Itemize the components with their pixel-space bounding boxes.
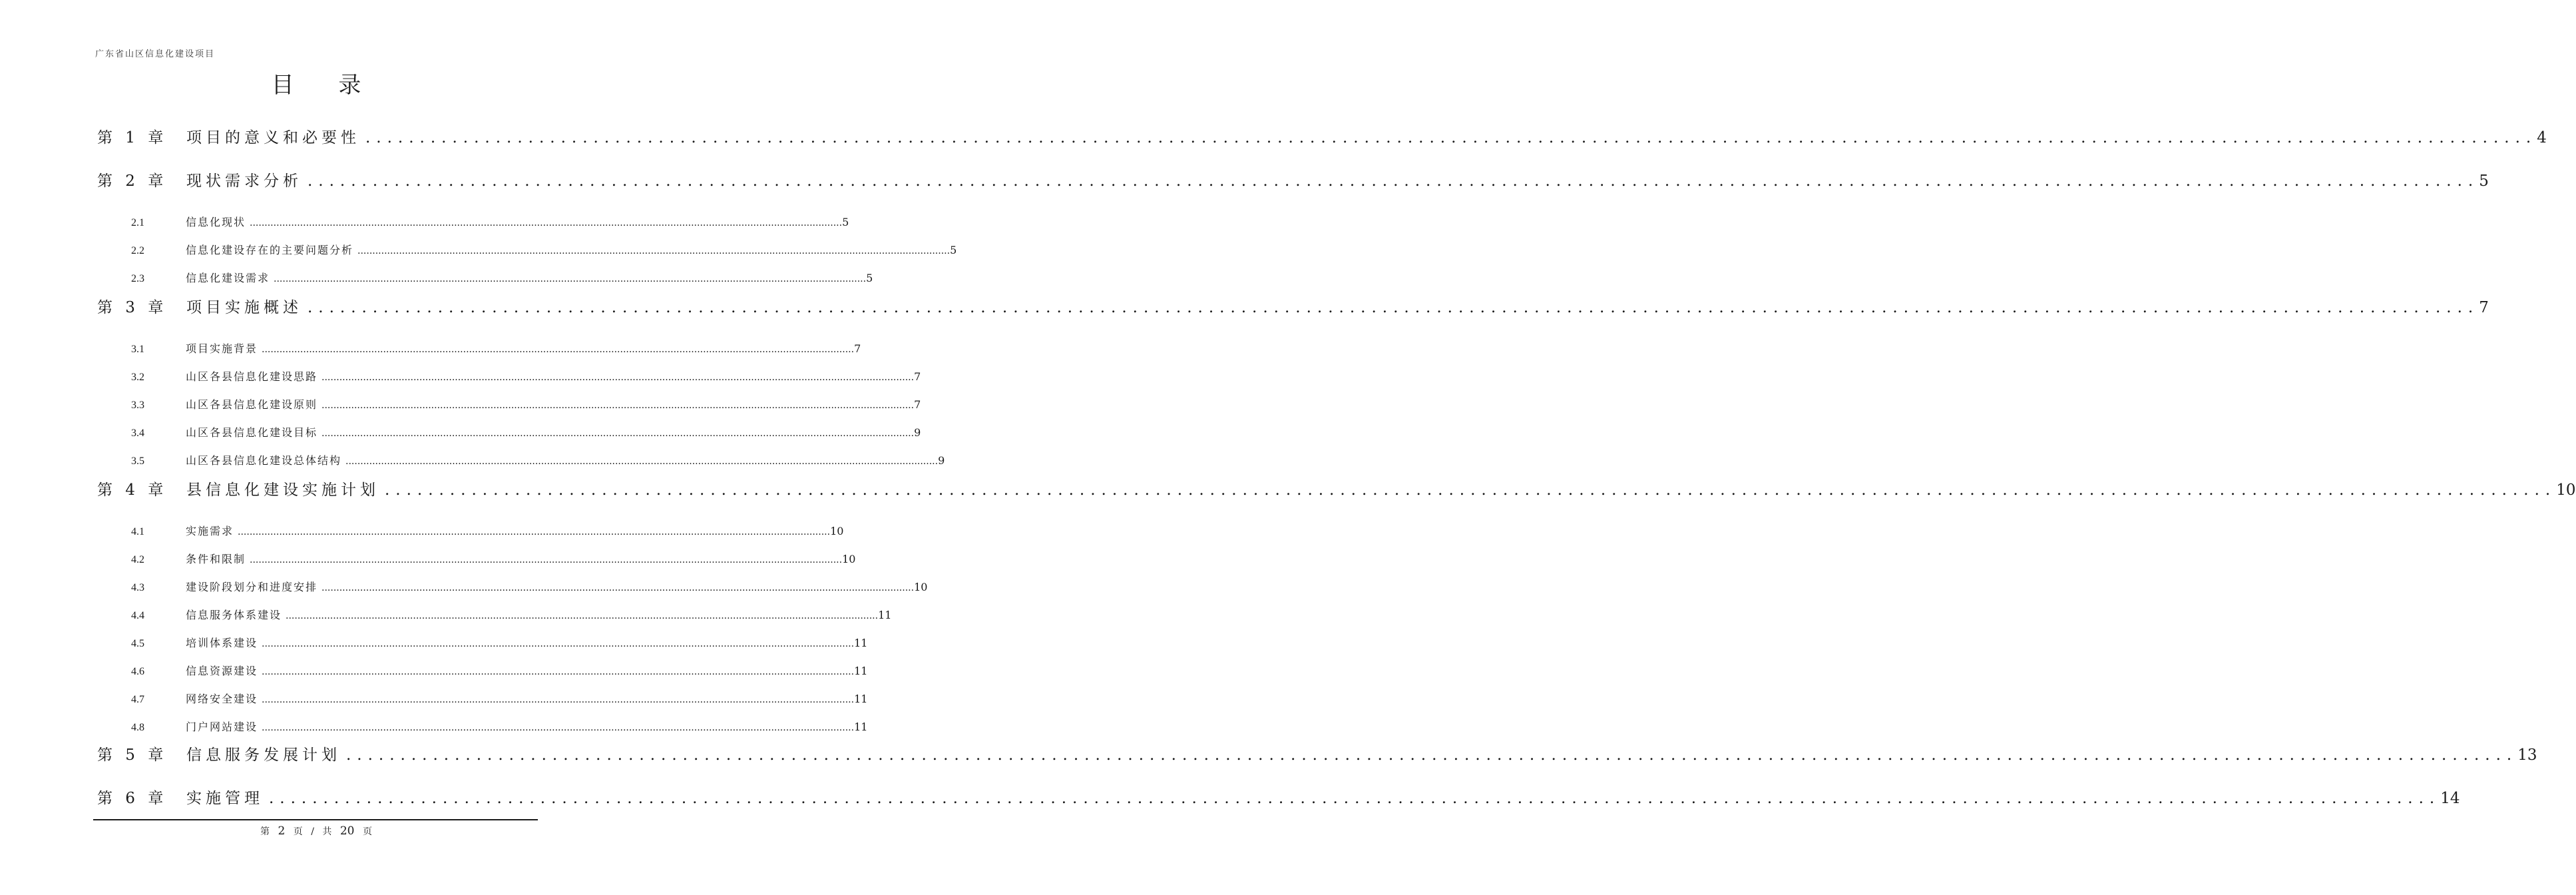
toc-entry-title: 条件和限制	[186, 553, 246, 565]
toc-entry-number: 3.2	[131, 372, 144, 383]
footer-total-prefix: 共	[322, 826, 332, 837]
toc-entry-number: 4.3	[131, 582, 144, 593]
toc-entry-title: 实施需求	[186, 525, 234, 537]
toc-chapter-entry[interactable]	[97, 743, 2537, 764]
toc-entry-number: 4.5	[131, 638, 144, 649]
toc-section-entry[interactable]	[131, 663, 868, 678]
toc-entry-number: 第 5 章	[97, 746, 168, 764]
page-footer	[0, 824, 632, 838]
toc-section-entry[interactable]	[131, 579, 928, 594]
toc-dot-leader: ........................................................................................................................................................................................................	[250, 555, 843, 565]
toc-entry-page-number: 10	[914, 581, 928, 593]
toc-section-entry[interactable]	[131, 635, 868, 650]
toc-entry-page-number: 10	[842, 553, 856, 565]
toc-dot-leader: ........................................................................................................................................................................................................	[322, 428, 915, 439]
toc-entry-number: 2.2	[131, 245, 144, 256]
toc-entry-page-number: 7	[854, 342, 861, 355]
toc-entry-title: 实施管理	[186, 790, 264, 807]
toc-entry-number: 2.1	[131, 217, 144, 228]
footer-prefix: 第	[260, 826, 270, 837]
toc-entry-number: 第 3 章	[97, 299, 168, 316]
toc-chapter-entry[interactable]	[97, 477, 2576, 499]
toc-dot-leader: ........................................................................................................................................................................................................	[262, 667, 855, 677]
toc-section-entry[interactable]	[131, 719, 868, 734]
toc-entry-title: 信息服务发展计划	[186, 746, 341, 764]
toc-section-entry[interactable]	[131, 242, 957, 257]
toc-dot-leader: ........................................................................................................................................................................................................	[365, 129, 2537, 147]
toc-chapter-entry[interactable]	[97, 168, 2489, 190]
footer-suffix: 页	[362, 826, 372, 837]
toc-entry-number: 4.4	[131, 610, 144, 621]
toc-section-entry[interactable]	[131, 691, 868, 706]
toc-section-entry[interactable]	[131, 340, 861, 356]
toc-section-entry[interactable]	[131, 270, 873, 285]
toc-entry-title: 山区各县信息化建设目标	[186, 426, 318, 439]
toc-entry-title: 培训体系建设	[186, 637, 258, 649]
toc-entry-page-number: 11	[854, 721, 868, 733]
toc-dot-leader: ........................................................................................................................................................................................................	[322, 400, 915, 411]
toc-dot-leader: ........................................................................................................................................................................................................	[346, 746, 2518, 764]
page-title: 目 录	[271, 72, 380, 99]
toc-entry-title: 网络安全建设	[186, 693, 258, 705]
toc-entry-number: 3.5	[131, 455, 144, 467]
toc-chapter-entry[interactable]	[97, 295, 2489, 317]
toc-entry-page-number: 5	[842, 216, 849, 228]
toc-entry-title: 门户网站建设	[186, 721, 258, 733]
toc-entry-number: 3.3	[131, 400, 144, 411]
toc-entry-page-number: 5	[866, 272, 873, 284]
toc-entry-page-number: 9	[914, 426, 921, 439]
toc-entry-title: 信息化建设需求	[186, 272, 270, 284]
toc-entry-title: 现状需求分析	[186, 172, 302, 190]
toc-entry-number: 第 4 章	[97, 481, 168, 499]
toc-entry-title: 山区各县信息化建设原则	[186, 398, 318, 411]
toc-entry-page-number: 10	[2556, 481, 2576, 499]
toc-entry-title: 信息化现状	[186, 216, 246, 228]
toc-entry-title: 项目的意义和必要性	[186, 129, 360, 147]
toc-entry-page-number: 7	[914, 398, 921, 411]
toc-entry-title: 山区各县信息化建设思路	[186, 370, 318, 383]
toc-entry-page-number: 4	[2537, 129, 2547, 147]
toc-dot-leader: ........................................................................................................................................................................................................	[238, 527, 831, 537]
toc-dot-leader: ........................................................................................................................................................................................................	[262, 695, 855, 705]
toc-dot-leader: ........................................................................................................................................................................................................	[345, 456, 939, 467]
toc-dot-leader: ........................................................................................................................................................................................................	[269, 790, 2441, 807]
toc-entry-number: 4.2	[131, 554, 144, 565]
toc-section-entry[interactable]	[131, 396, 921, 412]
toc-entry-page-number: 11	[854, 665, 868, 677]
toc-entry-page-number: 11	[854, 693, 868, 705]
footer-current-page: 2	[278, 824, 286, 838]
toc-entry-number: 第 2 章	[97, 172, 168, 190]
toc-section-entry[interactable]	[131, 452, 945, 467]
toc-entry-number: 4.7	[131, 694, 144, 705]
toc-entry-page-number: 5	[2479, 172, 2489, 190]
toc-entry-title: 县信息化建设实施计划	[186, 481, 379, 499]
toc-chapter-entry[interactable]	[97, 786, 2460, 808]
toc-entry-title: 项目实施背景	[186, 342, 258, 355]
toc-entry-title: 建设阶段划分和进度安排	[186, 581, 318, 593]
toc-entry-number: 第 1 章	[97, 129, 168, 147]
toc-section-entry[interactable]	[131, 368, 921, 384]
toc-entry-number: 4.8	[131, 722, 144, 733]
toc-entry-page-number: 11	[854, 637, 868, 649]
toc-entry-page-number: 7	[914, 370, 921, 383]
toc-entry-title: 信息化建设存在的主要问题分析	[186, 244, 354, 256]
toc-entry-title: 山区各县信息化建设总体结构	[186, 454, 342, 467]
toc-dot-leader: ........................................................................................................................................................................................................	[322, 583, 915, 593]
footer-total-pages: 20	[339, 824, 355, 838]
toc-entry-number: 4.6	[131, 666, 144, 677]
toc-entry-number: 3.4	[131, 428, 144, 439]
toc-entry-number: 4.1	[131, 526, 144, 537]
toc-entry-page-number: 10	[830, 525, 844, 537]
toc-dot-leader: ........................................................................................................................................................................................................	[385, 481, 2557, 499]
toc-entry-page-number: 5	[950, 244, 957, 256]
toc-dot-leader: ........................................................................................................................................................................................................	[274, 274, 867, 284]
toc-entry-title: 信息资源建设	[186, 665, 258, 677]
toc-dot-leader: ........................................................................................................................................................................................................	[308, 299, 2479, 316]
footer-divider	[93, 819, 538, 820]
toc-entry-number: 2.3	[131, 273, 144, 284]
toc-entry-number: 第 6 章	[97, 790, 168, 807]
toc-dot-leader: ........................................................................................................................................................................................................	[286, 611, 879, 621]
footer-separator: /	[311, 826, 314, 837]
toc-entry-page-number: 9	[938, 454, 945, 467]
toc-entry-title: 项目实施概述	[186, 299, 302, 316]
toc-entry-page-number: 11	[878, 609, 892, 621]
toc-dot-leader: ........................................................................................................................................................................................................	[262, 639, 855, 649]
toc-dot-leader: ........................................................................................................................................................................................................	[262, 344, 855, 355]
toc-dot-leader: ........................................................................................................................................................................................................	[322, 372, 915, 383]
toc-dot-leader: ........................................................................................................................................................................................................	[262, 723, 855, 733]
toc-entry-title: 信息服务体系建设	[186, 609, 282, 621]
toc-section-entry[interactable]	[131, 551, 856, 566]
toc-entry-number: 3.1	[131, 344, 144, 355]
running-header: 广东省山区信息化建设项目	[95, 49, 216, 59]
toc-dot-leader: ........................................................................................................................................................................................................	[357, 246, 951, 256]
toc-section-entry[interactable]	[131, 424, 921, 440]
toc-section-entry[interactable]	[131, 607, 892, 622]
toc-section-entry[interactable]	[131, 214, 849, 229]
toc-dot-leader: ........................................................................................................................................................................................................	[308, 172, 2479, 190]
toc-entry-page-number: 14	[2440, 790, 2460, 807]
toc-section-entry[interactable]	[131, 523, 844, 538]
toc-chapter-entry[interactable]	[97, 125, 2547, 147]
toc-entry-page-number: 13	[2517, 746, 2537, 764]
toc-entry-page-number: 7	[2479, 299, 2489, 316]
toc-dot-leader: ........................................................................................................................................................................................................	[250, 218, 843, 228]
footer-page-word: 页	[293, 826, 303, 837]
